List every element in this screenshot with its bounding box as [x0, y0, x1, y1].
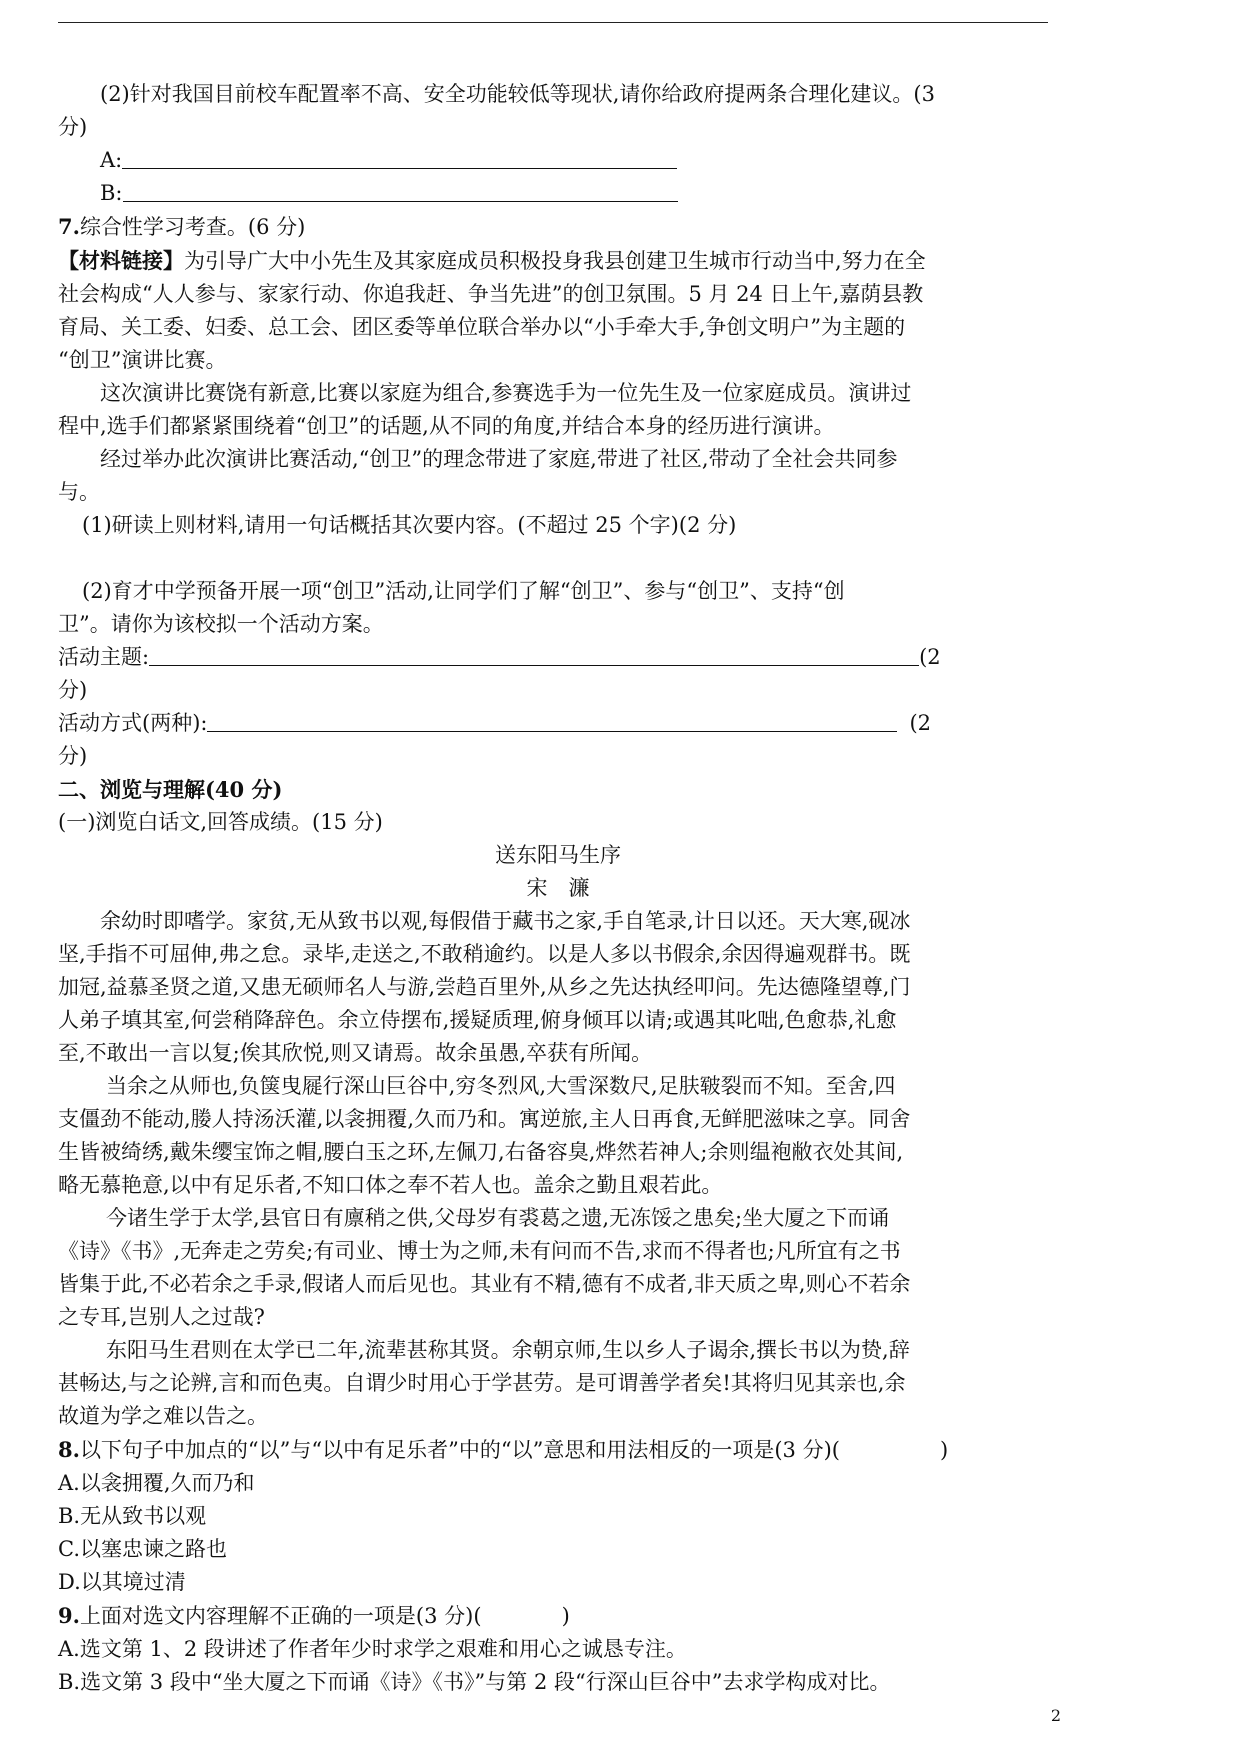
- q7-material-line1: 【材料链接】为引导广大中小先生及其家庭成员积极投身我县创建卫生城市行动当中,努力在全: [58, 248, 926, 273]
- passage-p2-line2: 支僵劲不能动,媵人持汤沃灌,以衾拥覆,久而乃和。寓逆旅,主人日再食,无鲜肥滋味之享。同舍: [58, 1107, 911, 1131]
- answer-label-a: A:: [100, 148, 123, 172]
- q7-material-line3: 育局、关工委、妇委、总工会、团区委等单位联合举办以“小手牵大手,争创文明户”为主题的: [58, 315, 906, 339]
- passage-p3-line2: 《诗》《书》,无奔走之劳矣;有司业、博士为之师,未有问而不告,求而不得者也;凡所宜有之书: [58, 1239, 901, 1263]
- q8-option-c: C.以塞忠谏之路也: [58, 1537, 227, 1561]
- passage-p1-line3: 加冠,益慕圣贤之道,又患无硕师名人与游,尝趋百里外,从乡之先达执经叩问。先达德隆望尊,门: [58, 975, 911, 999]
- activity-method-label: 活动方式(两种):: [58, 711, 208, 735]
- exam-page: [58, 78, 1058, 1699]
- activity-theme-score-cont: 分): [58, 678, 88, 702]
- passage-p2-line1: 当余之从师也,负箧曳屣行深山巨谷中,穷冬烈风,大雪深数尺,足肤皲裂而不知。至舍,四: [106, 1074, 896, 1098]
- q7-material-line2: 社会构成“人人参与、家家行动、你追我赶、争当先进”的创卫氛围。5 月 24 日上午,嘉荫县教: [58, 282, 924, 306]
- passage-title: 送东阳马生序: [495, 843, 621, 867]
- answer-blank-b[interactable]: [123, 181, 678, 202]
- answer-label-b: B:: [100, 181, 123, 205]
- q9-close-paren: ): [561, 1604, 570, 1628]
- q8-stem: 以下句子中加点的“以”与“以中有足乐者”中的“以”意思和用法相反的一项是(3 分)(: [79, 1438, 840, 1462]
- q8-stem-line: [58, 1433, 1058, 1467]
- q7-heading: [58, 210, 1058, 244]
- material-tag: 【材料链接】: [58, 248, 184, 273]
- answer-line-b: [58, 177, 1058, 210]
- passage-p3-line4: 之专耳,岂别人之过哉?: [58, 1305, 265, 1329]
- q7-sub1: (1)研读上则材料,请用一句话概括其次要内容。(不超过 25 个字)(2 分): [82, 513, 737, 537]
- q8-close-paren: ): [939, 1438, 949, 1462]
- activity-method-score: (2: [909, 711, 932, 735]
- q8-option-d: D.以其境过清: [58, 1570, 186, 1594]
- activity-method-line: [58, 707, 1058, 740]
- q7-para2-line1: 这次演讲比赛饶有新意,比赛以家庭为组合,参赛选手为一位先生及一位家庭成员。演讲过: [100, 381, 912, 405]
- q7-title: 综合性学习考查。(6 分): [79, 215, 306, 239]
- passage-p1-line2: 坚,手指不可屈伸,弗之怠。录毕,走送之,不敢稍逾约。以是人多以书假余,余因得遍观群书。既: [58, 942, 911, 966]
- q7-sub2-line2: 卫”。请你为该校拟一个活动方案。: [58, 612, 384, 636]
- q9-option-b: B.选文第 3 段中“坐大厦之下而诵《诗》《书》”与第 2 段“行深山巨谷中”去求学构成对比。: [58, 1670, 891, 1694]
- activity-theme-line: [58, 641, 1058, 674]
- q7-number: 7.: [58, 214, 80, 239]
- activity-method-score-cont: 分): [58, 744, 88, 768]
- q9-option-a: A.选文第 1、2 段讲述了作者年少时求学之艰难和用心之诚恳专注。: [58, 1637, 687, 1661]
- q7-para3-line2: 与。: [58, 480, 100, 504]
- section2-part1: (一)浏览白话文,回答成绩。(15 分): [58, 810, 383, 834]
- passage-p2-line3: 生皆被绮绣,戴朱缨宝饰之帽,腰白玉之环,左佩刀,右备容臭,烨然若神人;余则缊袍敝衣处其间,: [58, 1140, 904, 1164]
- passage-p4-line1: 东阳马生君则在太学已二年,流辈甚称其贤。余朝京师,生以乡人子谒余,撰长书以为贽,辞: [106, 1338, 910, 1362]
- page-number: 2: [1050, 1706, 1061, 1725]
- passage-p3-line1: 今诸生学于太学,县官日有廪稍之供,父母岁有裘葛之遗,无冻馁之患矣;坐大厦之下而诵: [106, 1206, 890, 1230]
- q6-part2-line1: (2)针对我国目前校车配置率不高、安全功能较低等现状,请你给政府提两条合理化建议。(3: [100, 82, 935, 106]
- answer-line-a: [58, 144, 1058, 177]
- q7-material-line4: “创卫”演讲比赛。: [58, 348, 227, 372]
- activity-theme-label: 活动主题:: [58, 645, 150, 669]
- q6-part2-line2: 分): [58, 115, 88, 139]
- q7-sub2-line1: (2)育才中学预备开展一项“创卫”活动,让同学们了解“创卫”、参与“创卫”、支持“创: [82, 579, 845, 603]
- activity-theme-blank[interactable]: [149, 645, 919, 666]
- q8-option-b: B.无从致书以观: [58, 1504, 207, 1528]
- passage-p3-line3: 皆集于此,不必若余之手录,假诸人而后见也。其业有不精,德有不成者,非天质之卑,则心不若余: [58, 1272, 911, 1296]
- activity-method-blank[interactable]: [207, 711, 897, 732]
- passage-p4-line3: 故道为学之难以告之。: [58, 1404, 268, 1428]
- q9-stem: 上面对选文内容理解不正确的一项是(3 分)(: [79, 1604, 482, 1628]
- passage-p1-line4: 人弟子填其室,何尝稍降辞色。余立侍摆布,援疑质理,俯身倾耳以请;或遇其叱咄,色愈恭,礼愈: [58, 1008, 897, 1032]
- q9-stem-line: [58, 1599, 1058, 1633]
- passage-p1-line1: 余幼时即嗜学。家贫,无从致书以观,每假借于藏书之家,手自笔录,计日以还。天大寒,砚冰: [100, 909, 911, 933]
- passage-p4-line2: 甚畅达,与之论辨,言和而色夷。自谓少时用心于学甚劳。是可谓善学者矣!其将归见其亲也,余: [58, 1371, 906, 1395]
- answer-blank-a[interactable]: [122, 148, 677, 169]
- activity-theme-score: (2: [919, 645, 941, 669]
- passage-author: 宋 濂: [526, 876, 590, 900]
- q7-para3-line1: 经过举办此次演讲比赛活动,“创卫”的理念带进了家庭,带进了社区,带动了全社会共同参: [100, 447, 898, 471]
- passage-p1-line5: 至,不敢出一言以复;俟其欣悦,则又请焉。故余虽愚,卒获有所闻。: [58, 1041, 653, 1065]
- passage-p2-line4: 略无慕艳意,以中有足乐者,不知口体之奉不若人也。盖余之勤且艰若此。: [58, 1173, 723, 1197]
- header-rule: [58, 22, 1048, 23]
- answer-space[interactable]: [58, 542, 1058, 575]
- q8-number: 8.: [58, 1437, 80, 1462]
- q8-option-a: A.以衾拥覆,久而乃和: [58, 1471, 255, 1495]
- section2-title: 二、浏览与理解(40 分): [58, 777, 283, 802]
- q7-para2-line2: 程中,选手们都紧紧围绕着“创卫”的话题,从不同的角度,并结合本身的经历进行演讲。: [58, 414, 835, 438]
- q9-number: 9.: [58, 1603, 80, 1628]
